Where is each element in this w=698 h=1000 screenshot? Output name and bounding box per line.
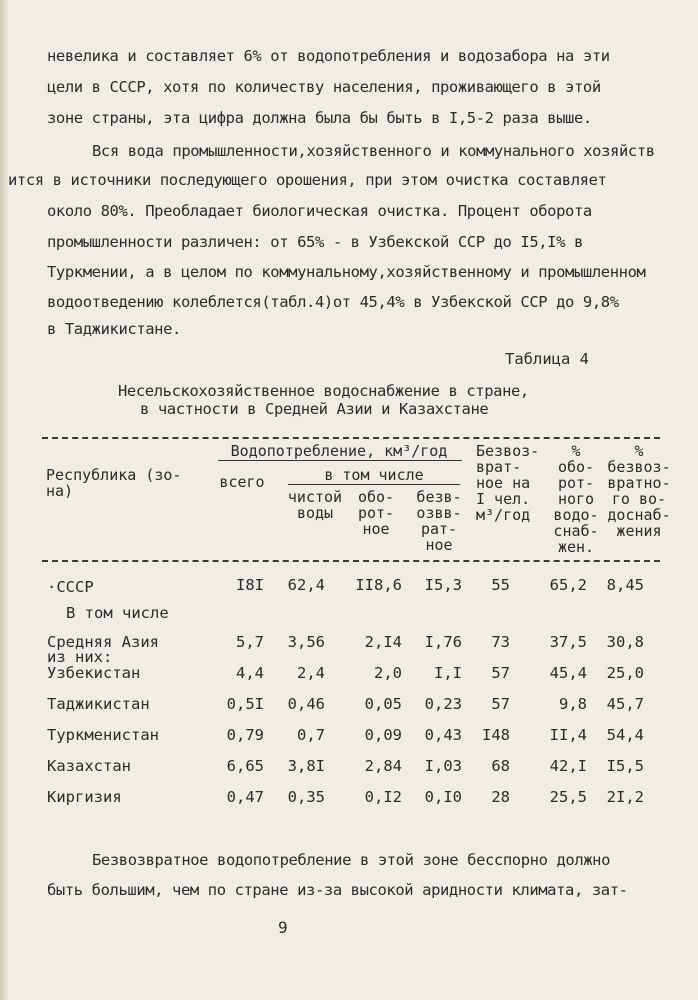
cell-recycled: 0,05 [364, 695, 402, 713]
cell-per-capita: 73 [491, 633, 510, 651]
text-line: Безвозвратное водопотребление в этой зоне бесспорно должно [92, 851, 611, 869]
row-label: Киргизия [47, 788, 122, 806]
cell-recycled: 2,0 [374, 664, 402, 682]
cell-irretrievable-pct: I5,5 [606, 757, 644, 775]
cell-clean: 3,8I [287, 757, 325, 775]
cell-irretrievable-pct: 8,45 [606, 576, 644, 594]
row-label: ·СССР [47, 578, 94, 596]
text-line: в Таджикистане. [47, 320, 181, 338]
cell-recycled: 0,09 [364, 726, 402, 744]
header-republic: Республика (зо- на) [46, 466, 182, 500]
cell-irretrievable: 0,43 [424, 726, 462, 744]
header-underline [218, 460, 462, 461]
cell-irretrievable: 0,I0 [424, 788, 462, 806]
header-recycled-pct: % обо- рот- ного водо- снаб- жен. [553, 442, 599, 556]
cell-irretrievable: I,03 [424, 757, 462, 775]
table-title: в частности в Средней Азии и Казахстане [140, 400, 489, 418]
cell-total: 4,4 [236, 664, 264, 682]
page-number: 9 [278, 918, 288, 937]
text-line: ится в источники последующего орошения, при этом очистка составляет [8, 171, 607, 189]
cell-per-capita: 68 [491, 757, 510, 775]
header-recycled: обо- рот- ное [357, 488, 395, 538]
cell-recycled-pct: 25,5 [549, 788, 587, 806]
cell-recycled: 2,I4 [364, 633, 402, 651]
cell-total: 0,79 [226, 726, 264, 744]
header-underline [288, 484, 460, 485]
row-label: Узбекистан [47, 664, 141, 682]
text-line: Вся вода промышленности,хозяйственного и коммунального хозяйств [92, 142, 655, 160]
row-label: Средняя Азия из них: [47, 633, 159, 666]
header-including: в том числе [324, 466, 424, 484]
text-line: быть большим, чем по стране из-за высокой аридности климата, зат- [47, 881, 628, 899]
cell-per-capita: 57 [491, 664, 510, 682]
text-line: зоне страны, эта цифра должна была бы быть в I,5-2 раза выше. [47, 109, 592, 127]
cell-total: 5,7 [236, 633, 264, 651]
cell-recycled-pct: 9,8 [559, 695, 587, 713]
cell-irretrievable: I,I [434, 664, 462, 682]
cell-recycled-pct: 45,4 [549, 664, 587, 682]
cell-clean: 2,4 [297, 664, 325, 682]
cell-irretrievable: I5,3 [424, 576, 462, 594]
cell-per-capita: 57 [491, 695, 510, 713]
row-subheading: В том числе [66, 604, 169, 622]
cell-recycled-pct: II,4 [549, 726, 587, 744]
cell-irretrievable-pct: 54,4 [606, 726, 644, 744]
cell-recycled-pct: 37,5 [549, 633, 587, 651]
cell-irretrievable-pct: 45,7 [606, 695, 644, 713]
row-label: Туркменистан [47, 726, 159, 744]
cell-recycled-pct: 42,I [549, 757, 587, 775]
cell-total: I8I [236, 576, 264, 594]
table-top-rule [42, 437, 660, 439]
table-number: Таблица 4 [505, 350, 589, 368]
row-label: Таджикистан [47, 695, 150, 713]
header-consumption: Водопотребление, км³/год [230, 442, 448, 460]
cell-recycled-pct: 65,2 [549, 576, 587, 594]
table-title: Несельскохозяйственное водоснабжение в стране, [118, 382, 529, 400]
header-irretrievable-pct: % безвоз- вратно- го во- доснаб- жения [607, 442, 671, 540]
cell-clean: 3,56 [287, 633, 325, 651]
cell-recycled: 2,84 [364, 757, 402, 775]
header-clean: чистой воды [287, 488, 343, 522]
text-line: цели в СССР, хотя по количеству населения, проживающего в этой [47, 78, 601, 96]
cell-irretrievable-pct: 25,0 [606, 664, 644, 682]
cell-recycled: 0,I2 [364, 788, 402, 806]
cell-total: 0,5I [226, 695, 264, 713]
row-label: Казахстан [47, 757, 131, 775]
text-line: промышленности различен: от 65% - в Узбекской ССР до I5,I% в [47, 233, 583, 251]
header-irretrievable: безв- озвв- рат- ное [416, 488, 462, 554]
cell-per-capita: 28 [491, 788, 510, 806]
text-line: Туркмении, а в целом по коммунальному,хозяйственному и промышленном [47, 263, 646, 281]
cell-total: 6,65 [226, 757, 264, 775]
cell-irretrievable-pct: 2I,2 [606, 788, 644, 806]
cell-recycled: II8,6 [355, 576, 402, 594]
header-total: всего [219, 473, 265, 491]
text-line: около 80%. Преобладает биологическая очистка. Процент оборота [47, 202, 592, 220]
cell-clean: 0,7 [297, 726, 325, 744]
cell-clean: 62,4 [287, 576, 325, 594]
cell-clean: 0,35 [287, 788, 325, 806]
header-per-capita: Безвоз- врат- ное на I чел. м³/год [476, 442, 540, 524]
text-line: невелика и составляет 6% от водопотребления и водозабора на эти [47, 47, 610, 65]
cell-total: 0,47 [226, 788, 264, 806]
table-header-rule [42, 560, 660, 562]
cell-irretrievable: 0,23 [424, 695, 462, 713]
page-edge [0, 0, 8, 1000]
text-line: водоотведению колеблется(табл.4)от 45,4% в Узбекской ССР до 9,8% [47, 293, 619, 311]
cell-per-capita: 55 [491, 576, 510, 594]
cell-irretrievable-pct: 30,8 [606, 633, 644, 651]
cell-clean: 0,46 [287, 695, 325, 713]
cell-per-capita: I48 [482, 726, 510, 744]
cell-irretrievable: I,76 [424, 633, 462, 651]
